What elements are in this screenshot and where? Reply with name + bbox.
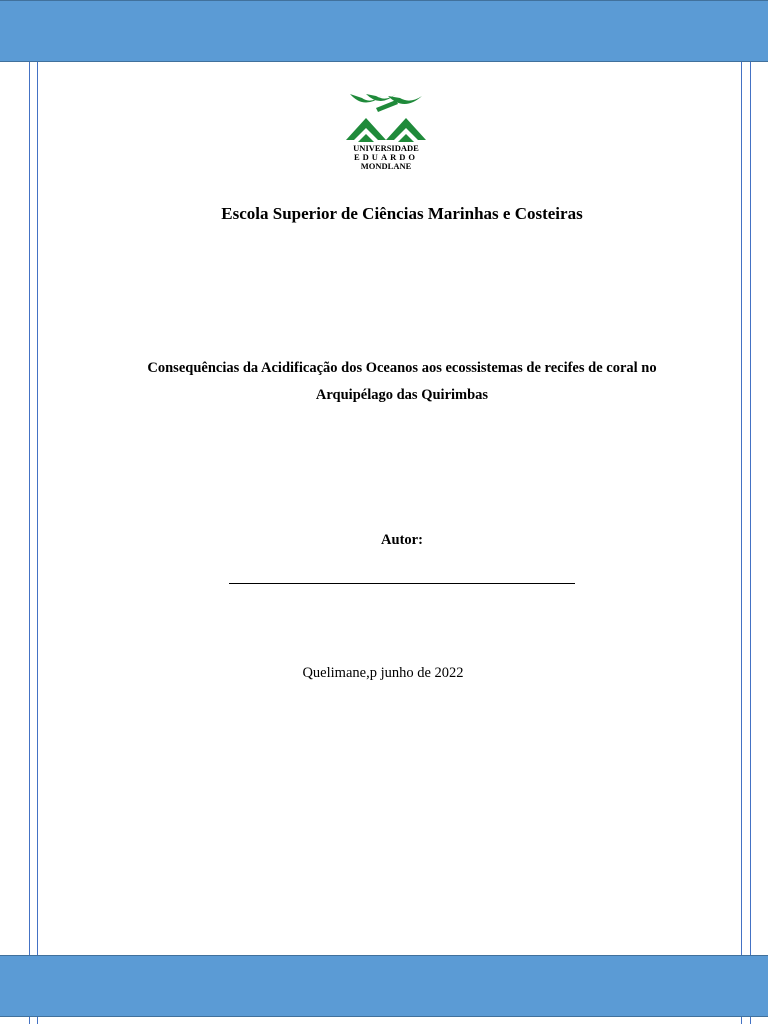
document-title [120, 355, 684, 409]
university-emblem-icon [340, 90, 432, 174]
author-signature-line [229, 583, 575, 584]
school-name: Escola Superior de Ciências Marinhas e Costeiras [221, 204, 583, 223]
logo-line-2: EDUARDO [354, 152, 418, 162]
place-and-date: Quelimane,p junho de 2022 [302, 665, 464, 681]
university-logo [340, 90, 432, 174]
title-line-2: Arquipélago das Quirimbas [315, 387, 489, 403]
logo-line-1: UNIVERSIDADE [353, 143, 419, 153]
header-band [0, 0, 768, 62]
logo-line-3: MONDLANE [360, 161, 412, 171]
footer-band [0, 955, 768, 1017]
title-line-1: Consequências da Acidificação dos Oceanos aos ecossistemas de recifes de coral no [147, 360, 657, 376]
author-label: Autor: [381, 532, 423, 548]
